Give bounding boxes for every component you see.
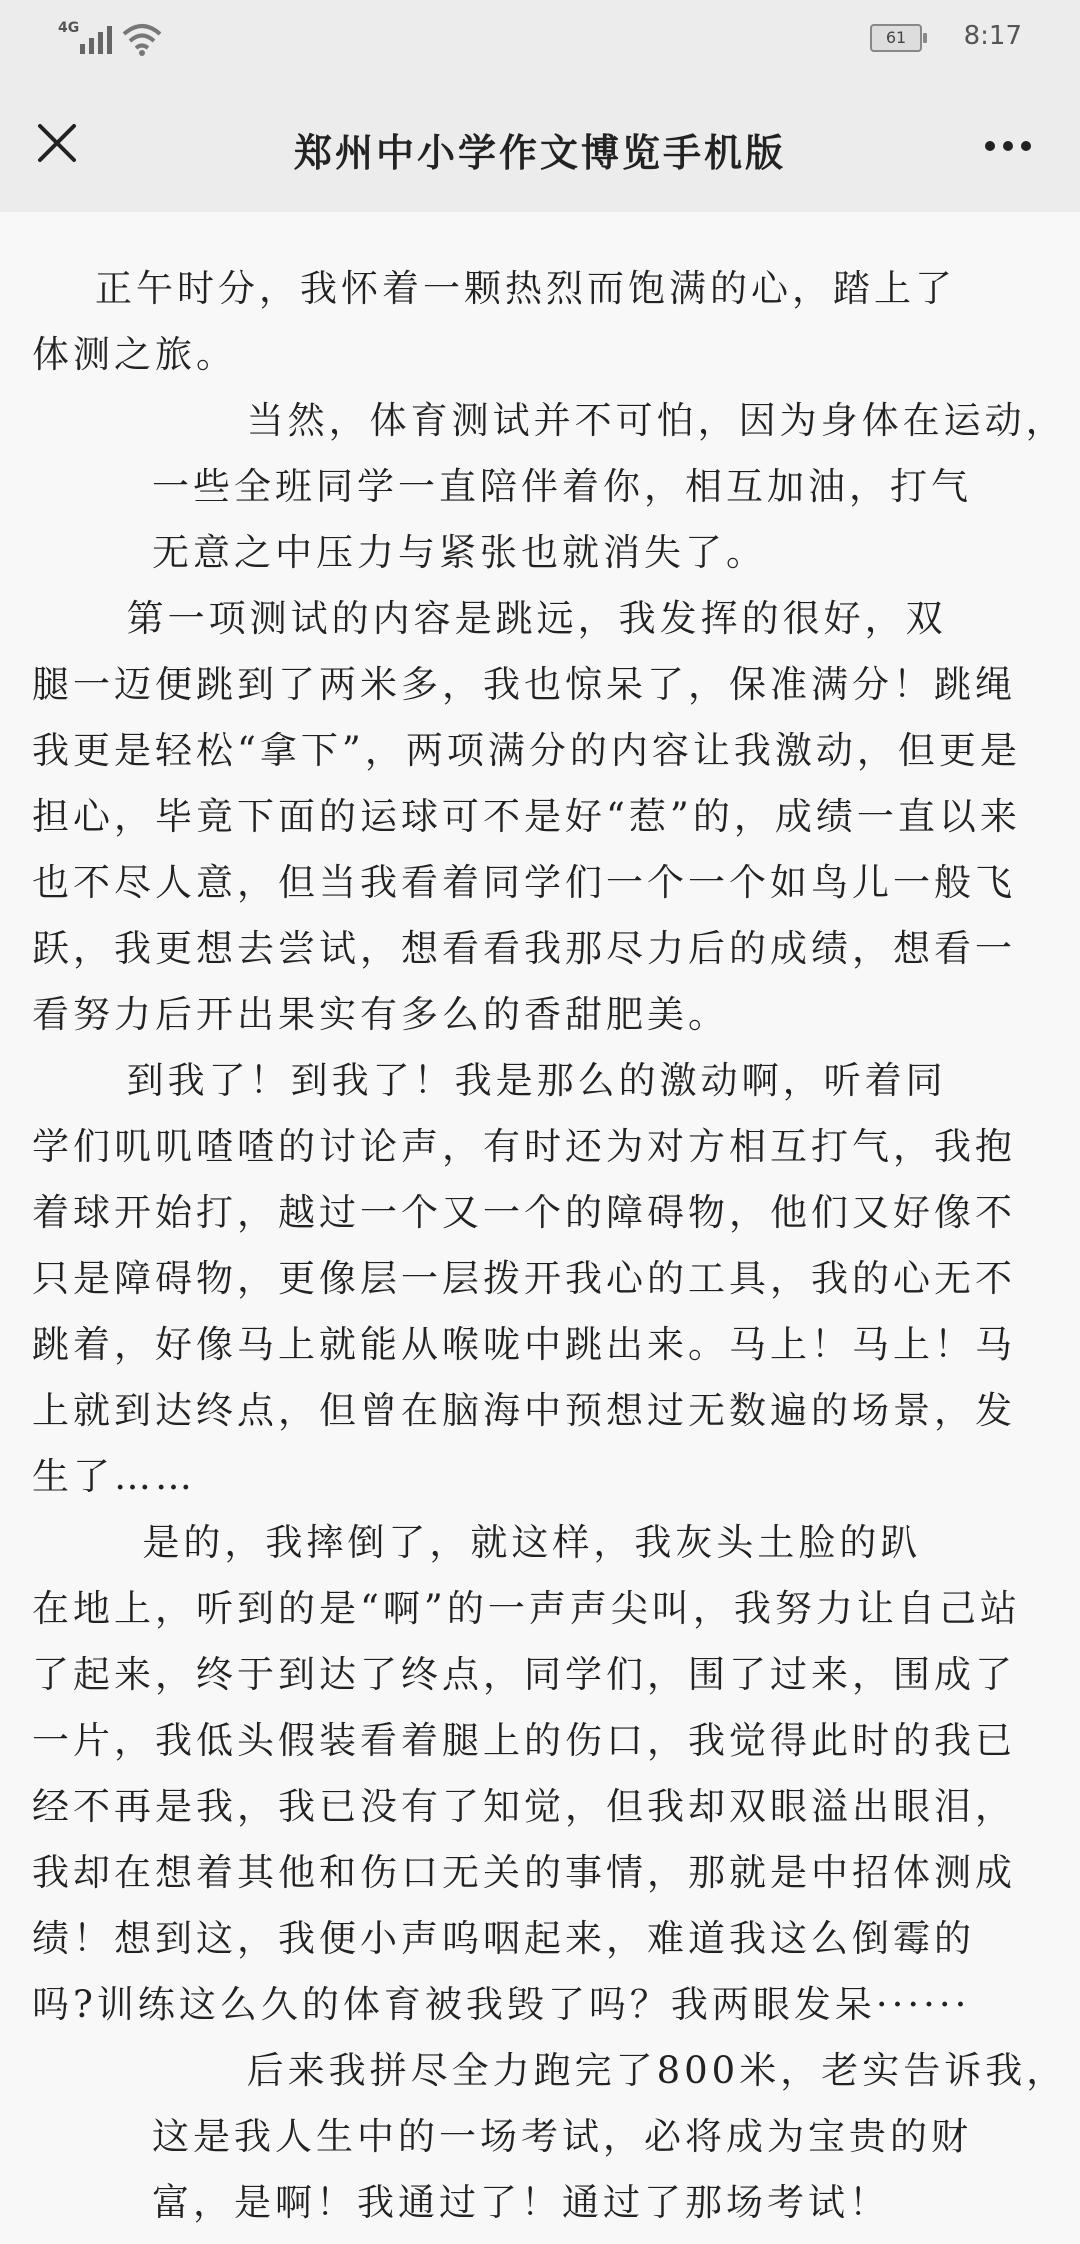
article-paragraph (32, 256, 956, 388)
status-time: 8:17 (963, 21, 1022, 51)
article-line: 担心，毕竟下面的运球可不是好“惹”的，成绩一直以来 (32, 795, 1021, 838)
more-icon (976, 124, 1040, 168)
article-line: 跳着，好像马上就能从喉咙中跳出来。马上！马上！马 (32, 1323, 1016, 1366)
article-line: 腿一迈便跳到了两米多，我也惊呆了，保准满分！跳绳 (32, 663, 1016, 706)
article-paragraph (32, 1048, 1016, 1510)
article-line: 是的，我摔倒了，就这样，我灰头土脸的趴 (32, 1521, 922, 1564)
article-line: 在地上，听到的是“啊”的一声声尖叫，我努力让自己站 (32, 1587, 1021, 1630)
page-title: 郑州中小学作文博览手机版 (293, 130, 786, 175)
article-paragraph (32, 586, 1021, 1048)
article-line: 我却在想着其他和伤口无关的事情，那就是中招体测成 (32, 1851, 1016, 1894)
article-paragraph (32, 1510, 1021, 2038)
article-line: 着球开始打，越过一个又一个的障碍物，他们又好像不 (32, 1191, 1016, 1234)
article-line: 这是我人生中的一场考试，必将成为宝贵的财 (152, 2115, 972, 2158)
article-line: 一片，我低头假装看着腿上的伤口，我觉得此时的我已 (32, 1719, 1016, 1762)
article-line: 上就到达终点，但曾在脑海中预想过无数遍的场景，发 (32, 1389, 1016, 1432)
article-paragraph (152, 388, 1067, 586)
article-line: 生了…… (32, 1455, 196, 1498)
article-line: 吗?训练这么久的体育被我毁了吗？我两眼发呆······ (32, 1983, 971, 2026)
article-line: 体测之旅。 (32, 333, 237, 376)
article-line: 我更是轻松“拿下”，两项满分的内容让我激动，但更是 (32, 729, 1021, 772)
battery-level: 61 (885, 28, 907, 47)
article-line: 无意之中压力与紧张也就消失了。 (152, 531, 767, 574)
article-line: 经不再是我，我已没有了知觉，但我却双眼溢出眼泪， (32, 1785, 1016, 1828)
article-line: 绩！想到这，我便小声呜咽起来，难道我这么倒霉的 (32, 1917, 975, 1960)
article-line: 后来我拼尽全力跑完了800米，老实告诉我， (152, 2049, 1068, 2092)
article-paragraph (152, 2038, 1067, 2236)
article-line: 一些全班同学一直陪伴着你，相互加油，打气 (152, 465, 972, 508)
article-line: 当然，体育测试并不可怕，因为身体在运动， (152, 399, 1067, 442)
article-line: 跃，我更想去尝试，想看看我那尽力后的成绩，想看一 (32, 927, 1016, 970)
article-line: 只是障碍物，更像层一层拨开我心的工具，我的心无不 (32, 1257, 1016, 1300)
article-line: 富，是啊！我通过了！通过了那场考试！ (152, 2181, 890, 2224)
signal-icon (78, 24, 118, 54)
article-line: 第一项测试的内容是跳远，我发挥的很好，双 (32, 597, 947, 640)
article-line: 看努力后开出果实有多么的香甜肥美。 (32, 993, 729, 1036)
article-line: 也不尽人意，但当我看着同学们一个一个如鸟儿一般飞 (32, 861, 1016, 904)
more-button[interactable] (976, 124, 1040, 168)
nav-bar (0, 80, 1080, 212)
battery-icon (870, 24, 922, 52)
wifi-icon (120, 22, 164, 56)
article-line: 学们叽叽喳喳的讨论声，有时还为对方相互打气，我抱 (32, 1125, 1016, 1168)
article-line: 了起来，终于到达了终点，同学们，围了过来，围成了 (32, 1653, 1016, 1696)
network-label: 4G (58, 20, 80, 36)
status-bar (0, 0, 1080, 80)
article-line: 到我了！到我了！我是那么的激动啊，听着同 (32, 1059, 947, 1102)
article-body (0, 212, 1080, 2244)
article-line: 正午时分，我怀着一颗热烈而饱满的心，踏上了 (32, 267, 957, 310)
